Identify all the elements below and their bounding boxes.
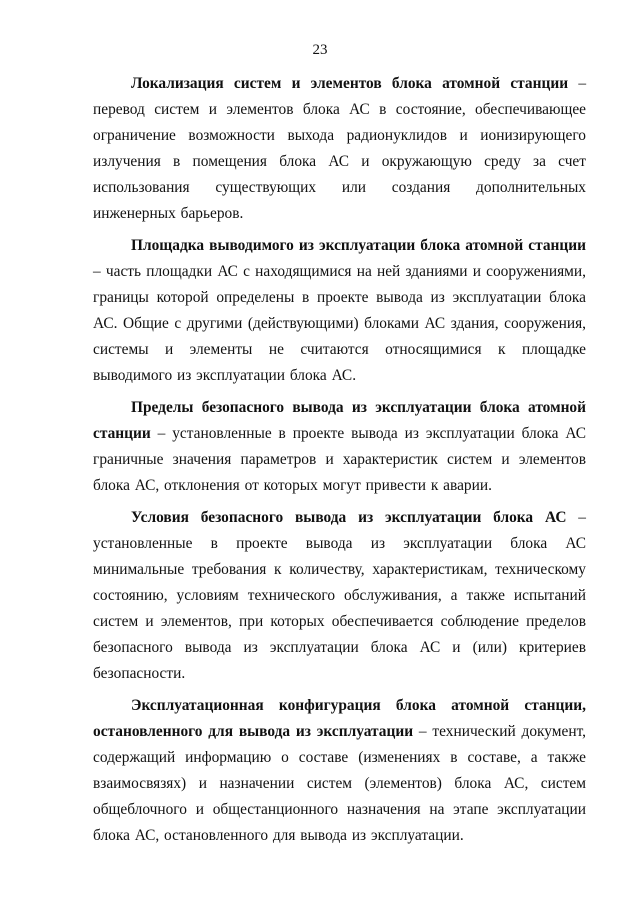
page-number: 23 <box>312 42 328 58</box>
definition-paragraph <box>93 233 586 389</box>
definition-body: – установленные в проекте вывода из эксплуатации блока АС минимальные требования к количеству, характеристикам, техническому состоянию, условиям технического обслуживания, а также испытаний систем и элементов, при которых обеспечивается соблюдение пределов безопасного вывода из эксплуатации блока АС и (или) критериев безопасности. <box>93 509 586 682</box>
definition-term: Пределы безопасного вывода из эксплуатации блока атомной станции <box>93 399 586 442</box>
definition-body: – установленные в проекте вывода из эксплуатации блока АС граничные значения параметров и характеристик систем и элементов блока АС, отклонения от которых могут привести к аварии. <box>93 425 586 494</box>
definition-term: Локализация систем и элементов блока атомной станции <box>131 75 569 92</box>
definition-body: – перевод систем и элементов блока АС в состояние, обеспечивающее ограничение возможности выхода радионуклидов и ионизирующего излучения в помещения блока АС и окружающую среду за счет использования существующих или создания дополнительных инженерных барьеров. <box>93 75 587 222</box>
definition-paragraph <box>93 71 586 227</box>
definition-body: – технический документ, содержащий информацию о составе (изменениях в составе, а также взаимосвязях) и назначении систем (элементов) блока АС, систем общеблочного и общестанционного назначения на этапе эксплуатации блока АС, остановленного для вывода из эксплуатации. <box>93 723 586 844</box>
definition-term: Эксплуатационная конфигурация блока атомной станции, остановленного для вывода из эксплуатации <box>93 697 586 740</box>
definitions-section <box>93 71 586 855</box>
definition-term: Площадка выводимого из эксплуатации блока атомной станции <box>131 237 586 254</box>
definition-paragraph <box>93 395 586 499</box>
definition-paragraph <box>93 693 586 849</box>
definition-paragraph <box>93 505 586 687</box>
definition-body: – часть площадки АС с находящимися на ней зданиями и сооружениями, границы которой определены в проекте вывода из эксплуатации блока АС. Общие с другими (действующими) блоками АС здания, сооружения, системы и элементы не считаются относящимися к площадке выводимого из эксплуатации блока АС. <box>93 263 586 384</box>
definition-term: Условия безопасного вывода из эксплуатации блока АС <box>131 509 567 526</box>
